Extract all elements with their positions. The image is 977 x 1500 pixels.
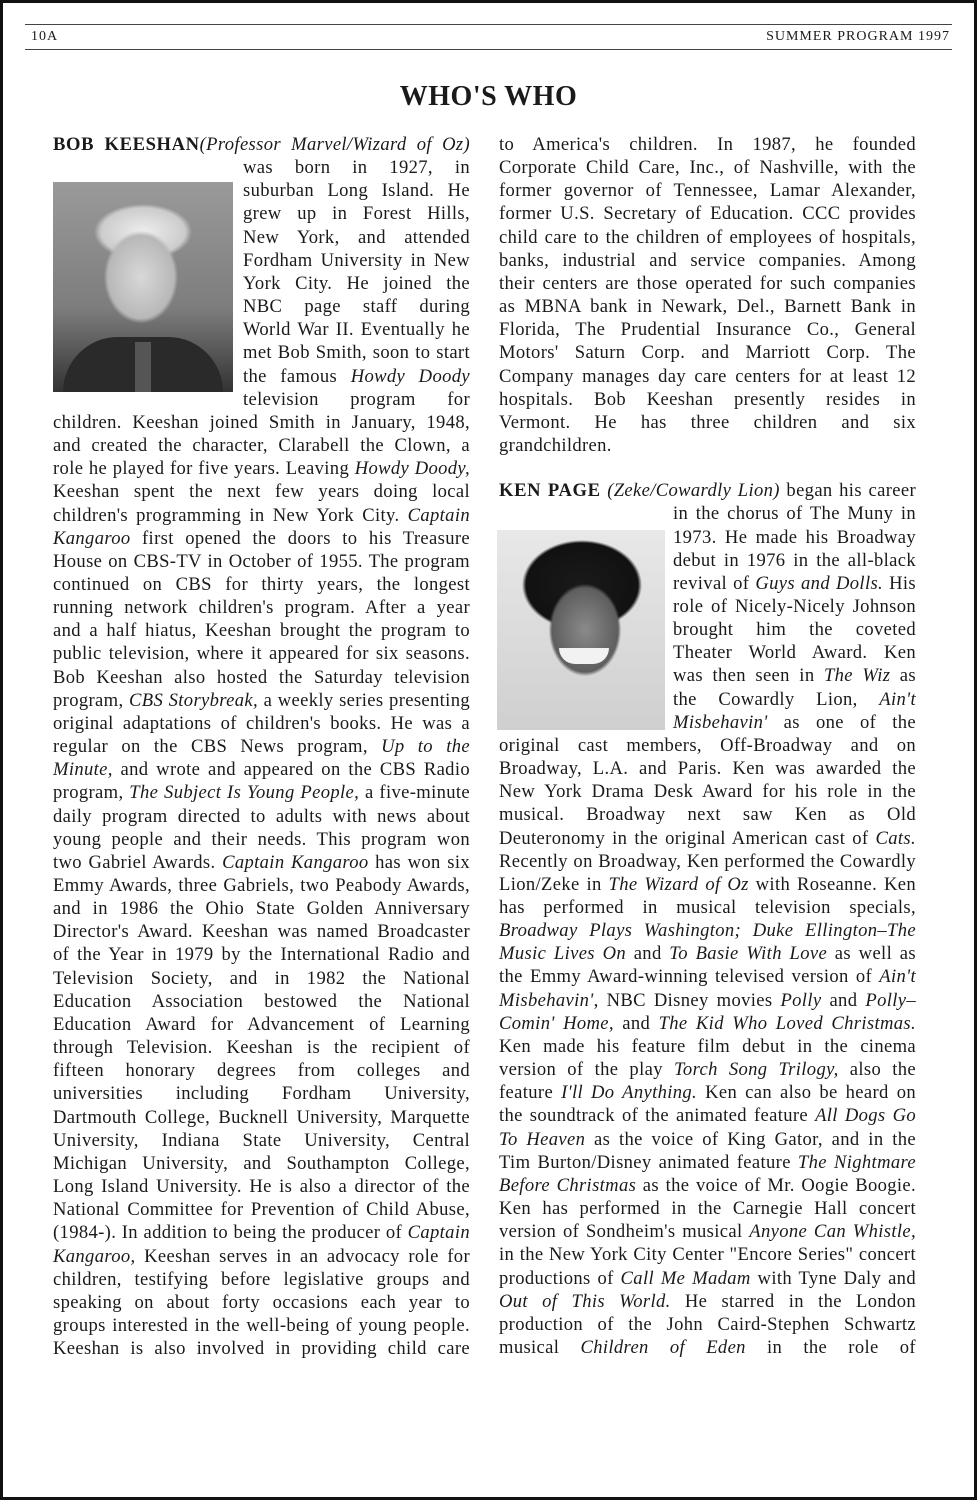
italic-title-text: Polly — [780, 989, 822, 1011]
bio-text: His role of Nicely-Nicely Johnson brought him the coveted Theater World Award. Ken was then seen in — [673, 572, 916, 687]
bio-text: Ken can also be heard on the soundtrack of the animated feature — [499, 1082, 916, 1127]
bio-text: also the feature — [499, 1059, 916, 1104]
italic-title-text: Guys and Dolls. — [755, 572, 884, 594]
italic-title-text: Polly–Comin' Home, — [499, 989, 916, 1034]
bio-text: with Tyne Daly and — [750, 1267, 916, 1289]
photo-smile — [559, 648, 609, 664]
bio-text: He starred in the London production of the John Caird-Stephen Schwartz musical — [499, 1290, 916, 1358]
bio-text: first opened the doors to his Treasure House on CBS-TV in October of 1955. The program continued on CBS for thirty years, the longest running network children's program. After a year and a half hiatus, Keeshan brought the program to public television, where it appeared for six seasons. Bob Keeshan also hosted the Saturday television program, — [53, 527, 470, 711]
italic-title-text: (Professor Marvel/Wizard of Oz) — [199, 134, 470, 155]
bio-text: to America's children. In 1987, he founded Corporate Child Care, Inc., of Nashville, with the former governor of Tennessee, Lamar Alexander, former U.S. Secretary of Education. CCC provides child care to the children of employees of hospitals, banks, industrial and service companies. Among their centers are those operated for such companies as MBNA bank in Newark, Del., Barnett Bank in Florida, The Prudential Insurance Co., General Motors' Saturn Corp. and Marriott Corp. The Company manages day care centers for at least 12 hospitals. Bob Keeshan presently resides in Vermont. He has three children and six grandchildren. — [499, 134, 916, 457]
bio-text: as well as the Emmy Award-winning televised version of — [499, 943, 916, 988]
bio-text: as the voice of Mr. Oogie Boogie. Ken has performed in the Carnegie Hall concert version of Sondheim's musical — [499, 1174, 916, 1243]
page-number: 10A — [31, 29, 59, 44]
italic-title-text: Captain Kangaroo — [53, 504, 470, 549]
bio-keeshan-part2 — [499, 133, 916, 457]
italic-title-text: The Kid Who Loved Christmas. — [658, 1012, 916, 1034]
italic-title-text: Broadway Plays Washington; Duke Ellington–The Music Lives On — [499, 920, 916, 965]
italic-title-text: The Wiz — [823, 665, 891, 687]
bio-text: and wrote and appeared on the CBS Radio program, — [53, 759, 470, 804]
italic-title-text: CBS Storybreak, — [128, 689, 259, 711]
italic-title-text: The Subject Is Young People, — [129, 782, 360, 804]
page-title: WHO'S WHO — [399, 81, 578, 112]
column-left — [53, 133, 470, 1360]
bio-text: in the New York City Center "Encore Series" concert productions of — [499, 1244, 916, 1289]
running-header — [25, 24, 952, 50]
bio-text: and — [613, 1012, 659, 1034]
bio-text: television program for children. Keeshan joined Smith in January, 1948, and created the character, Clarabell the Clown, a role he played for five years. Leaving — [53, 388, 470, 480]
italic-title-text: The Wizard of Oz — [608, 873, 749, 895]
bio-text: in the role of — [745, 1336, 916, 1358]
publication-title: SUMMER PROGRAM 1997 — [766, 29, 950, 44]
bio-text: has won six Emmy Awards, three Gabriels, two Peabody Awards, and in 1986 the Ohio State Golden Anniversary Director's Award. Keeshan was named Broadcaster of the Year in 1979 by the International Radio and Television Society, and in 1982 the National Education Association bestowed the National Education Award for Advancement of Learning through Television. Keeshan is the recipient of fifteen honorary degrees from colleges and universities including Fordham University, Dartmouth College, Bucknell University, Marquette University, Indiana State University, Central Michigan University, and Southampton College, Long Island University. He is also a director of the National Committee for Prevention of Child Abuse, (1984-). In addition to being the producer of — [53, 851, 470, 1244]
bio-text: as the Cowardly Lion, — [673, 665, 916, 710]
bio-name: KEN PAGE — [499, 480, 601, 502]
italic-title-text: To Basie With Love — [669, 943, 828, 965]
bio-text: Keeshan spent the next few years doing local children's programming in New York City. — [53, 481, 470, 526]
photo-bob-keeshan — [53, 182, 233, 392]
bio-text: and — [821, 989, 866, 1011]
italic-title-text: Children of Eden — [580, 1336, 746, 1358]
italic-title-text: Torch Song Trilogy, — [673, 1059, 839, 1081]
column-right — [499, 133, 916, 1359]
italic-title-text: Howdy Doody, — [354, 458, 470, 480]
italic-title-text: Anyone Can Whistle, — [749, 1221, 916, 1243]
italic-title-text: I'll Do Anything. — [561, 1082, 698, 1104]
bio-text: a weekly series presenting original adaptations of children's books. He was a regular on the CBS News program, — [53, 689, 470, 758]
bio-text: , NBC Disney movies — [593, 989, 781, 1011]
photo-ken-page — [497, 530, 665, 730]
italic-title-text: Captain Kangaroo — [222, 851, 369, 873]
bio-text: Ken made his feature film debut in the cinema version of the play — [499, 1035, 916, 1081]
italic-title-text: All Dogs Go To Heaven — [499, 1105, 916, 1150]
paragraph-gap — [499, 457, 916, 479]
italic-title-text: (Zeke/Cowardly Lion) — [600, 480, 780, 502]
photo-tie — [135, 342, 151, 392]
italic-title-text: Cats. — [875, 827, 916, 849]
italic-title-text: Ain't Misbehavin' — [673, 688, 916, 733]
bio-text: Keeshan serves in an advocacy role for children, testifying before legislative groups and speaking on about forty occasions each year to groups interested in the well-being of young people. Keeshan is also involved in providing child care — [53, 1245, 470, 1360]
bio-text: as one of the original cast members, Off-Broadway and on Broadway, L.A. and Paris. Ken was awarded the New York Drama Desk Award for his role in the musical. Broadway next saw Ken as Old Deuteronomy in the original American cast of — [499, 711, 916, 849]
bio-text: a five-minute daily program directed to adults with news about young people and their needs. This program won two Gabriel Awards. — [53, 782, 470, 873]
italic-title-text: The Nightmare Before Christmas — [499, 1151, 916, 1196]
bio-text: was born in 1927, in suburban Long Island. He grew up in Forest Hills, New York, and attended Fordham University in New York City. He joined the NBC page staff during World War II. Eventually he met Bob Smith, soon to start the famous — [243, 157, 470, 387]
italic-title-text: Ain't Misbehavin' — [499, 966, 916, 1011]
italic-title-text: Out of This World. — [499, 1290, 671, 1312]
bio-text: Recently on Broadway, Ken performed the Cowardly Lion/Zeke in — [499, 850, 916, 895]
italic-title-text: Up to the Minute, — [53, 736, 470, 781]
italic-title-text: Howdy Doody — [350, 365, 470, 387]
bio-text: began his career in the chorus of The Muny in 1973. He made his Broadway debut in 1976 in the all-black revival of — [673, 480, 916, 594]
bio-name: BOB KEESHAN — [53, 134, 200, 155]
italic-title-text: Call Me Madam — [620, 1267, 751, 1289]
italic-title-text: Captain Kangaroo, — [53, 1222, 470, 1267]
bio-text: with Roseanne. Ken has performed in musical television specials, — [499, 873, 916, 918]
bio-text: and — [626, 943, 670, 965]
bio-text: as the voice of King Gator, and in the Tim Burton/Disney animated feature — [499, 1128, 916, 1173]
